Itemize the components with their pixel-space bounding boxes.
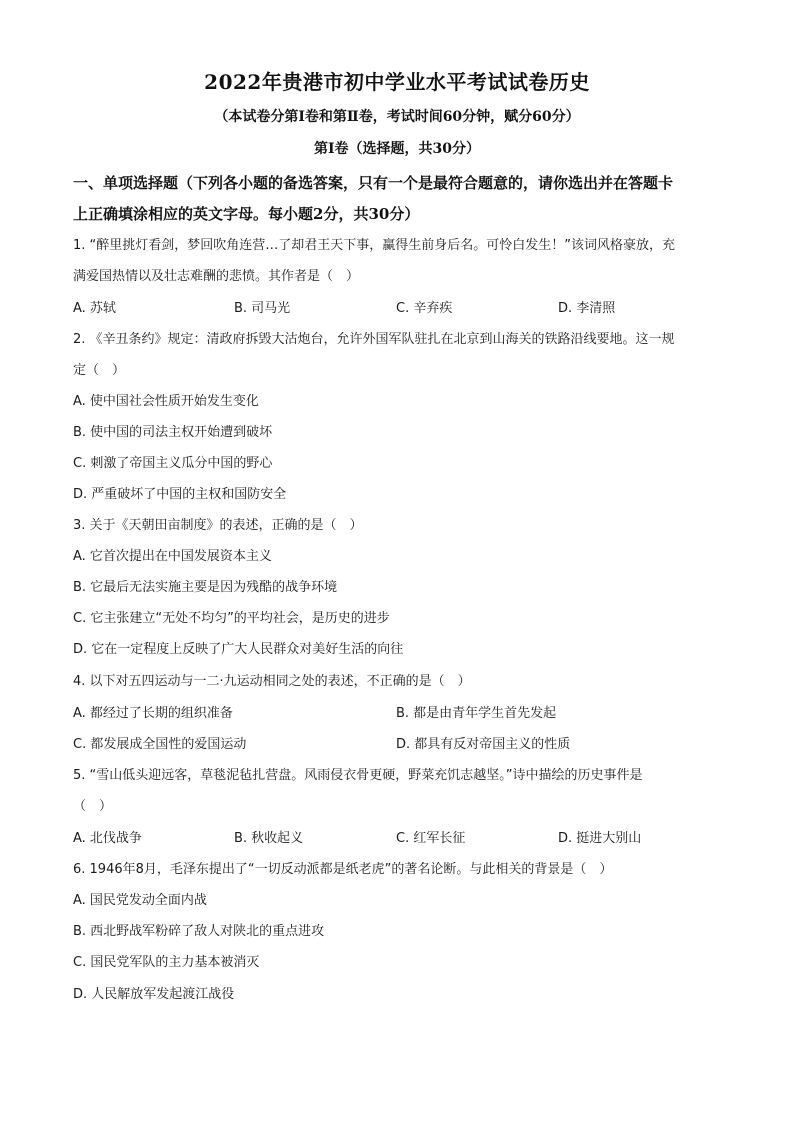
question-5-text-cont: （ ） xyxy=(73,799,113,814)
question-1-option-d: D. 李清照 xyxy=(558,301,616,316)
question-3-text: 3. 关于《天朝田亩制度》的表述，正确的是（ ） xyxy=(73,518,363,533)
exam-subtitle: （本试卷分第Ⅰ卷和第Ⅱ卷，考试时间60分钟，赋分60分） xyxy=(214,109,580,125)
question-6-option-a: A. 国民党发动全面内战 xyxy=(73,893,207,908)
question-3-option-d: D. 它在一定程度上反映了广大人民群众对美好生活的向往 xyxy=(73,642,404,657)
question-3-option-a: A. 它首次提出在中国发展资本主义 xyxy=(73,549,272,564)
question-5-option-b: B. 秋收起义 xyxy=(234,831,304,846)
question-5-option-d: D. 挺进大别山 xyxy=(558,831,642,846)
section-heading xyxy=(73,168,723,230)
section-heading-line-1: 一、单项选择题（下列各小题的备选答案，只有一个是最符合题意的，请你选出并在答题卡 xyxy=(73,174,674,192)
part-one-title: 第Ⅰ卷（选择题，共30分） xyxy=(313,141,481,157)
question-5-option-c: C. 红军长征 xyxy=(396,831,466,846)
question-2-option-c: C. 刺激了帝国主义瓜分中国的野心 xyxy=(73,456,273,471)
question-2-option-a: A. 使中国社会性质开始发生变化 xyxy=(73,394,259,409)
question-4-option-b: B. 都是由青年学生首先发起 xyxy=(396,706,557,721)
question-3-option-b: B. 它最后无法实施主要是因为残酷的战争环境 xyxy=(73,580,338,595)
question-5-option-a: A. 北伐战争 xyxy=(73,831,142,846)
question-1-option-c: C. 辛弃疾 xyxy=(396,301,453,316)
question-1-option-a: A. 苏轼 xyxy=(73,301,116,316)
question-6-option-b: B. 西北野战军粉碎了敌人对陕北的重点进攻 xyxy=(73,924,325,939)
question-6-text: 6. 1946年8月，毛泽东提出了“一切反动派都是纸老虎”的著名论断。与此相关的背景是（ ） xyxy=(73,862,613,877)
section-heading-line-2: 上正确填涂相应的英文字母。每小题2分，共30分） xyxy=(73,205,420,223)
question-6-option-d: D. 人民解放军发起渡江战役 xyxy=(73,987,235,1002)
question-2-option-b: B. 使中国的司法主权开始遭到破坏 xyxy=(73,425,273,440)
question-1-option-b: B. 司马光 xyxy=(234,301,291,316)
question-4-option-c: C. 都发展成全国性的爱国运动 xyxy=(73,737,247,752)
question-4-text: 4. 以下对五四运动与一二·九运动相同之处的表述，不正确的是（ ） xyxy=(73,674,471,689)
question-2-text: 2. 《辛丑条约》规定：清政府拆毁大沽炮台，允许外国军队驻扎在北京到山海关的铁路沿线要地。这一规 xyxy=(73,332,675,347)
question-5-text: 5. “雪山低头迎远客，草毯泥毡扎营盘。风雨侵衣骨更硬，野菜充饥志越坚。”诗中描绘的历史事件是 xyxy=(73,768,643,783)
question-4-option-a: A. 都经过了长期的组织准备 xyxy=(73,706,233,721)
question-6-option-c: C. 国民党军队的主力基本被消灭 xyxy=(73,955,260,970)
question-2-text-cont: 定（ ） xyxy=(73,363,126,378)
exam-title: 2022年贵港市初中学业水平考试试卷历史 xyxy=(204,70,590,94)
question-1-text-cont: 满爱国热情以及壮志难酬的悲愤。其作者是（ ） xyxy=(73,269,360,284)
question-2-option-d: D. 严重破坏了中国的主权和国防安全 xyxy=(73,487,287,502)
question-1-text: 1. “醉里挑灯看剑，梦回吹角连营…了却君王天下事，赢得生前身后名。可怜白发生！”该词风格豪放，充 xyxy=(73,238,676,253)
question-3-option-c: C. 它主张建立“无处不均匀”的平均社会，是历史的进步 xyxy=(73,611,390,626)
question-4-option-d: D. 都具有反对帝国主义的性质 xyxy=(396,737,571,752)
